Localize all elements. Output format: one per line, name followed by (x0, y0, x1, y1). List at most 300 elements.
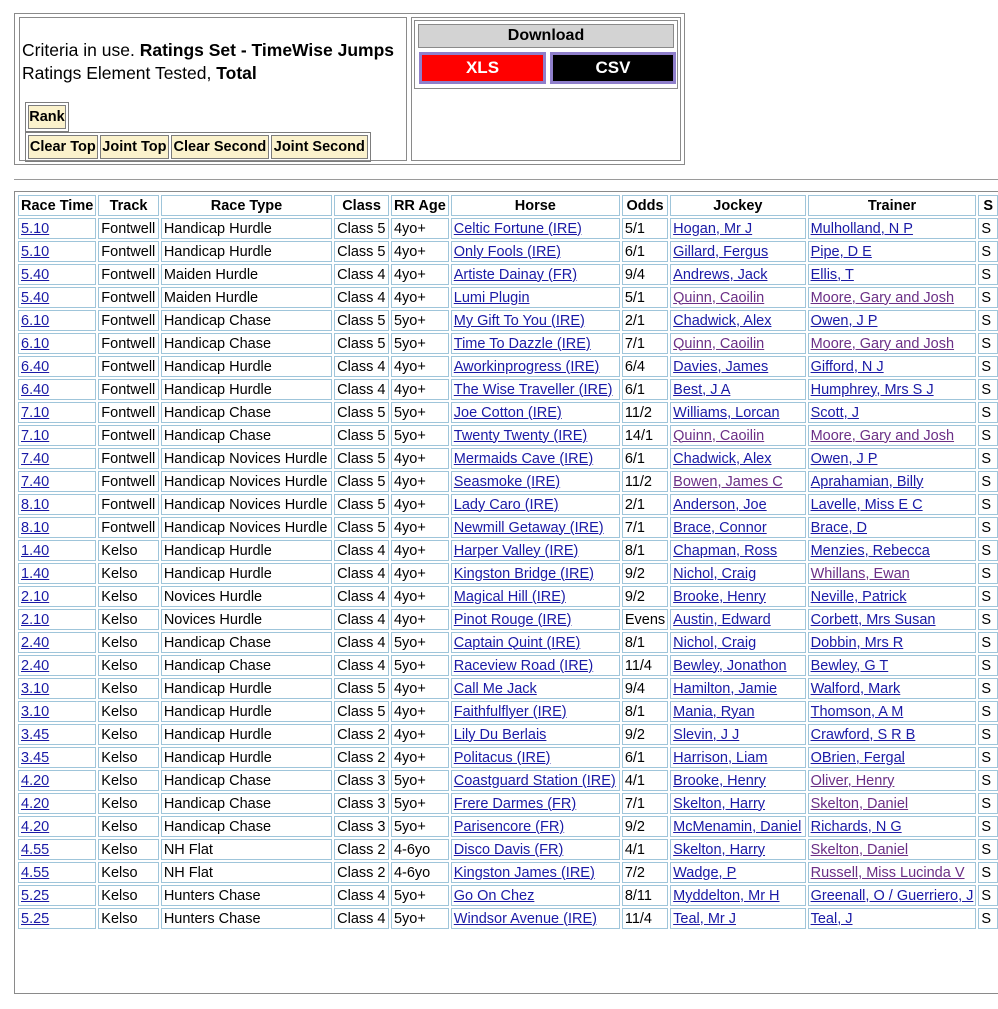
age-cell: 5yo+ (391, 793, 449, 814)
horse-link[interactable]: Seasmoke (IRE) (453, 473, 561, 490)
trainer-link[interactable]: Russell, Miss Lucinda V (810, 864, 965, 881)
jockey-link[interactable]: Bowen, James C (673, 473, 783, 490)
trainer-cell (808, 563, 977, 584)
age-cell: 4yo+ (391, 747, 449, 768)
horse-link[interactable]: Kingston James (IRE) (453, 864, 595, 881)
trainer-link[interactable]: Dobbin, Mrs R (810, 634, 904, 651)
race-time-link[interactable]: 3.45 (21, 749, 50, 766)
race-time-link[interactable]: 5.40 (21, 289, 50, 306)
race-time-link[interactable]: 3.45 (21, 726, 50, 743)
race-time-link[interactable]: 2.10 (21, 611, 50, 628)
trainer-link[interactable]: Skelton, Daniel (810, 795, 909, 812)
trainer-link[interactable]: Whillans, Ewan (810, 565, 910, 582)
odds-cell: 9/2 (622, 563, 668, 584)
age-cell: 5yo+ (391, 425, 449, 446)
header-rr-age[interactable]: RR Age (391, 195, 449, 216)
table-row (18, 885, 998, 906)
results-table-container (14, 191, 998, 994)
trainer-link[interactable]: Greenall, O / Guerriero, J (810, 887, 974, 904)
jockey-link[interactable]: Slevin, J J (673, 726, 740, 743)
horse-cell (451, 816, 620, 837)
header-trainer[interactable]: Trainer (808, 195, 977, 216)
extra-cell: S (978, 287, 998, 308)
age-cell: 4yo+ (391, 356, 449, 377)
race-time-link[interactable]: 7.10 (21, 427, 50, 444)
track-cell: Fontwell (98, 310, 159, 331)
race-time-link[interactable]: 5.25 (21, 887, 50, 904)
jockey-link[interactable]: Nichol, Craig (673, 565, 757, 582)
trainer-link[interactable]: Menzies, Rebecca (810, 542, 930, 559)
odds-cell: 5/1 (622, 218, 668, 239)
horse-link[interactable]: Harper Valley (IRE) (453, 542, 579, 559)
race-time-cell (18, 494, 96, 515)
odds-cell: 11/4 (622, 655, 668, 676)
horse-link[interactable]: Time To Dazzle (IRE) (453, 335, 591, 352)
trainer-cell (808, 448, 977, 469)
extra-cell: S (978, 540, 998, 561)
race-time-link[interactable]: 7.40 (21, 450, 50, 467)
age-cell: 5yo+ (391, 885, 449, 906)
jockey-cell (670, 908, 805, 929)
trainer-cell (808, 586, 977, 607)
jockey-link[interactable]: Austin, Edward (673, 611, 771, 628)
horse-link[interactable]: Pinot Rouge (IRE) (453, 611, 572, 628)
header-race-type[interactable]: Race Type (161, 195, 332, 216)
jockey-link[interactable]: Quinn, Caoilin (673, 335, 765, 352)
trainer-link[interactable]: Moore, Gary and Josh (810, 335, 955, 352)
jockey-link[interactable]: McMenamin, Daniel (673, 818, 802, 835)
track-cell: Kelso (98, 885, 159, 906)
race-time-cell (18, 379, 96, 400)
track-cell: Fontwell (98, 241, 159, 262)
horse-link[interactable]: Celtic Fortune (IRE) (453, 220, 582, 237)
trainer-link[interactable]: Pipe, D E (810, 243, 872, 260)
age-cell: 4yo+ (391, 586, 449, 607)
trainer-link[interactable]: Corbett, Mrs Susan (810, 611, 936, 628)
trainer-cell (808, 747, 977, 768)
header-class[interactable]: Class (334, 195, 389, 216)
horse-link[interactable]: Artiste Dainay (FR) (453, 266, 578, 283)
age-cell: 5yo+ (391, 310, 449, 331)
jockey-cell (670, 862, 805, 883)
jockey-cell (670, 517, 805, 538)
race-time-link[interactable]: 6.10 (21, 312, 50, 329)
race-type-cell: Novices Hurdle (161, 586, 332, 607)
jockey-link[interactable]: Gillard, Fergus (673, 243, 769, 260)
race-time-cell (18, 425, 96, 446)
table-row (18, 425, 998, 446)
class-cell: Class 2 (334, 724, 389, 745)
trainer-link[interactable]: Neville, Patrick (810, 588, 907, 605)
horse-link[interactable]: Politacus (IRE) (453, 749, 551, 766)
track-cell: Fontwell (98, 425, 159, 446)
trainer-link[interactable]: Bewley, G T (810, 657, 889, 674)
odds-cell: Evens (622, 609, 668, 630)
clear-top-button[interactable]: Clear Top (28, 135, 98, 159)
trainer-cell (808, 379, 977, 400)
horse-link[interactable]: Coastguard Station (IRE) (453, 772, 616, 789)
class-cell: Class 4 (334, 563, 389, 584)
race-time-link[interactable]: 2.40 (21, 657, 50, 674)
trainer-link[interactable]: Thomson, A M (810, 703, 904, 720)
track-cell: Kelso (98, 678, 159, 699)
table-row (18, 816, 998, 837)
class-cell: Class 5 (334, 678, 389, 699)
race-type-cell: NH Flat (161, 839, 332, 860)
table-row (18, 287, 998, 308)
trainer-cell (808, 425, 977, 446)
header-race-time[interactable]: Race Time (18, 195, 96, 216)
race-time-link[interactable]: 7.10 (21, 404, 50, 421)
race-time-cell (18, 862, 96, 883)
trainer-link[interactable]: Owen, J P (810, 312, 878, 329)
age-cell: 5yo+ (391, 908, 449, 929)
odds-cell: 7/2 (622, 862, 668, 883)
race-time-link[interactable]: 3.10 (21, 680, 50, 697)
jockey-cell (670, 494, 805, 515)
header-track[interactable]: Track (98, 195, 159, 216)
race-time-cell (18, 885, 96, 906)
horse-link[interactable]: Magical Hill (IRE) (453, 588, 566, 605)
race-time-cell (18, 333, 96, 354)
table-row (18, 241, 998, 262)
trainer-cell (808, 816, 977, 837)
track-cell: Kelso (98, 839, 159, 860)
jockey-link[interactable]: Hogan, Mr J (673, 220, 753, 237)
trainer-link[interactable]: Brace, D (810, 519, 868, 536)
jockey-link[interactable]: Bewley, Jonathon (673, 657, 787, 674)
trainer-link[interactable]: Humphrey, Mrs S J (810, 381, 934, 398)
horse-link[interactable]: Windsor Avenue (IRE) (453, 910, 597, 927)
table-row (18, 356, 998, 377)
jockey-link[interactable]: Brooke, Henry (673, 772, 766, 789)
trainer-link[interactable]: Moore, Gary and Josh (810, 427, 955, 444)
race-time-cell (18, 218, 96, 239)
criteria-panel (14, 13, 685, 165)
race-type-cell: Handicap Hurdle (161, 218, 332, 239)
trainer-link[interactable]: Richards, N G (810, 818, 902, 835)
age-cell: 4yo+ (391, 517, 449, 538)
trainer-link[interactable]: Mulholland, N P (810, 220, 913, 237)
trainer-cell (808, 402, 977, 423)
table-row (18, 701, 998, 722)
trainer-cell (808, 862, 977, 883)
class-cell: Class 4 (334, 540, 389, 561)
jockey-cell (670, 540, 805, 561)
ratings-set-name: Ratings Set - TimeWise Jumps (139, 40, 395, 60)
jockey-link[interactable]: Skelton, Harry (673, 841, 766, 858)
horse-cell (451, 241, 620, 262)
class-cell: Class 5 (334, 471, 389, 492)
trainer-cell (808, 770, 977, 791)
age-cell: 4-6yo (391, 839, 449, 860)
class-cell: Class 3 (334, 770, 389, 791)
jockey-link[interactable]: Myddelton, Mr H (673, 887, 780, 904)
extra-cell: S (978, 839, 998, 860)
extra-cell: S (978, 356, 998, 377)
race-time-link[interactable]: 5.25 (21, 910, 50, 927)
extra-cell: S (978, 379, 998, 400)
jockey-link[interactable]: Davies, James (673, 358, 769, 375)
jockey-link[interactable]: Williams, Lorcan (673, 404, 780, 421)
jockey-cell (670, 287, 805, 308)
race-time-link[interactable]: 2.40 (21, 634, 50, 651)
class-cell: Class 2 (334, 862, 389, 883)
race-time-link[interactable]: 4.55 (21, 864, 50, 881)
trainer-link[interactable]: Scott, J (810, 404, 859, 421)
age-cell: 4yo+ (391, 379, 449, 400)
race-time-link[interactable]: 6.40 (21, 358, 50, 375)
trainer-link[interactable]: Oliver, Henry (810, 772, 895, 789)
horse-link[interactable]: Lumi Plugin (453, 289, 530, 306)
horse-link[interactable]: Lady Caro (IRE) (453, 496, 559, 513)
race-type-cell: Hunters Chase (161, 885, 332, 906)
trainer-link[interactable]: Moore, Gary and Josh (810, 289, 955, 306)
race-type-cell: Handicap Hurdle (161, 356, 332, 377)
horse-cell (451, 517, 620, 538)
odds-cell: 8/1 (622, 701, 668, 722)
race-time-link[interactable]: 8.10 (21, 519, 50, 536)
race-type-cell: Maiden Hurdle (161, 287, 332, 308)
extra-cell: S (978, 678, 998, 699)
horse-cell (451, 655, 620, 676)
table-row (18, 586, 998, 607)
horse-link[interactable]: Parisencore (FR) (453, 818, 565, 835)
jockey-link[interactable]: Quinn, Caoilin (673, 427, 765, 444)
jockey-cell (670, 425, 805, 446)
track-cell: Kelso (98, 724, 159, 745)
trainer-link[interactable]: Teal, J (810, 910, 853, 927)
jockey-link[interactable]: Andrews, Jack (673, 266, 768, 283)
header-horse[interactable]: Horse (451, 195, 620, 216)
race-type-cell: Handicap Chase (161, 655, 332, 676)
extra-cell: S (978, 402, 998, 423)
age-cell: 4yo+ (391, 494, 449, 515)
race-type-cell: Handicap Hurdle (161, 701, 332, 722)
trainer-link[interactable]: OBrien, Fergal (810, 749, 905, 766)
trainer-cell (808, 241, 977, 262)
odds-cell: 9/2 (622, 724, 668, 745)
jockey-link[interactable]: Nichol, Craig (673, 634, 757, 651)
horse-cell (451, 264, 620, 285)
class-cell: Class 5 (334, 517, 389, 538)
class-cell: Class 5 (334, 494, 389, 515)
xls-download-button[interactable]: XLS (419, 52, 546, 84)
table-row (18, 471, 998, 492)
race-time-link[interactable]: 2.10 (21, 588, 50, 605)
trainer-link[interactable]: Aprahamian, Billy (810, 473, 924, 490)
race-time-link[interactable]: 6.10 (21, 335, 50, 352)
trainer-link[interactable]: Lavelle, Miss E C (810, 496, 923, 513)
age-cell: 4yo+ (391, 678, 449, 699)
trainer-cell (808, 724, 977, 745)
jockey-link[interactable]: Harrison, Liam (673, 749, 768, 766)
race-time-cell (18, 563, 96, 584)
jockey-cell (670, 724, 805, 745)
header-odds[interactable]: Odds (622, 195, 668, 216)
horse-cell (451, 839, 620, 860)
track-cell: Fontwell (98, 287, 159, 308)
table-row (18, 839, 998, 860)
race-time-link[interactable]: 5.10 (21, 220, 50, 237)
track-cell: Kelso (98, 770, 159, 791)
jockey-cell (670, 310, 805, 331)
jockey-cell (670, 678, 805, 699)
horse-link[interactable]: The Wise Traveller (IRE) (453, 381, 613, 398)
race-time-link[interactable]: 4.20 (21, 772, 50, 789)
trainer-link[interactable]: Ellis, T (810, 266, 854, 283)
horse-link[interactable]: Frere Darmes (FR) (453, 795, 577, 812)
extra-cell: S (978, 448, 998, 469)
age-cell: 4yo+ (391, 540, 449, 561)
table-row (18, 609, 998, 630)
horse-link[interactable]: Joe Cotton (IRE) (453, 404, 562, 421)
race-time-cell (18, 448, 96, 469)
class-cell: Class 3 (334, 816, 389, 837)
jockey-link[interactable]: Chadwick, Alex (673, 312, 772, 329)
horse-link[interactable]: Raceview Road (IRE) (453, 657, 594, 674)
horse-cell (451, 356, 620, 377)
horse-cell (451, 448, 620, 469)
odds-cell: 11/2 (622, 402, 668, 423)
class-cell: Class 4 (334, 379, 389, 400)
race-time-cell (18, 724, 96, 745)
table-row (18, 402, 998, 423)
csv-download-button[interactable]: CSV (550, 52, 676, 84)
age-cell: 4yo+ (391, 287, 449, 308)
race-type-cell: Handicap Novices Hurdle (161, 494, 332, 515)
horse-link[interactable]: Kingston Bridge (IRE) (453, 565, 594, 582)
race-time-link[interactable]: 4.20 (21, 818, 50, 835)
header-jockey[interactable]: Jockey (670, 195, 805, 216)
jockey-link[interactable]: Chapman, Ross (673, 542, 778, 559)
odds-cell: 7/1 (622, 333, 668, 354)
jockey-link[interactable]: Teal, Mr J (673, 910, 736, 927)
clear-second-button[interactable]: Clear Second (171, 135, 268, 159)
table-row (18, 333, 998, 354)
horse-link[interactable]: Captain Quint (IRE) (453, 634, 581, 651)
race-type-cell: Handicap Hurdle (161, 540, 332, 561)
trainer-link[interactable]: Skelton, Daniel (810, 841, 909, 858)
age-cell: 4yo+ (391, 563, 449, 584)
jockey-link[interactable]: Chadwick, Alex (673, 450, 772, 467)
odds-cell: 11/2 (622, 471, 668, 492)
race-type-cell: Handicap Chase (161, 310, 332, 331)
jockey-link[interactable]: Brace, Connor (673, 519, 767, 536)
trainer-link[interactable]: Walford, Mark (810, 680, 901, 697)
table-row (18, 563, 998, 584)
odds-cell: 6/1 (622, 241, 668, 262)
jockey-link[interactable]: Anderson, Joe (673, 496, 767, 513)
jockey-link[interactable]: Hamilton, Jamie (673, 680, 778, 697)
race-time-link[interactable]: 5.10 (21, 243, 50, 260)
jockey-link[interactable]: Best, J A (673, 381, 731, 398)
horse-link[interactable]: Disco Davis (FR) (453, 841, 564, 858)
class-cell: Class 4 (334, 632, 389, 653)
race-time-cell (18, 655, 96, 676)
race-time-link[interactable]: 1.40 (21, 542, 50, 559)
jockey-cell (670, 885, 805, 906)
joint-top-button[interactable]: Joint Top (100, 135, 170, 159)
race-time-link[interactable]: 4.55 (21, 841, 50, 858)
class-cell: Class 5 (334, 310, 389, 331)
race-time-cell (18, 747, 96, 768)
rank-button[interactable]: Rank (28, 105, 66, 129)
jockey-link[interactable]: Mania, Ryan (673, 703, 755, 720)
table-row (18, 218, 998, 239)
age-cell: 5yo+ (391, 770, 449, 791)
trainer-cell (808, 310, 977, 331)
class-cell: Class 5 (334, 402, 389, 423)
race-time-link[interactable]: 7.40 (21, 473, 50, 490)
race-time-link[interactable]: 4.20 (21, 795, 50, 812)
race-time-link[interactable]: 1.40 (21, 565, 50, 582)
race-time-cell (18, 264, 96, 285)
criteria-cell (19, 17, 407, 161)
odds-cell: 9/2 (622, 586, 668, 607)
horse-cell (451, 793, 620, 814)
race-time-link[interactable]: 5.40 (21, 266, 50, 283)
age-cell: 5yo+ (391, 816, 449, 837)
header-extra[interactable]: S (978, 195, 998, 216)
horse-link[interactable]: Only Fools (IRE) (453, 243, 561, 260)
criteria-line-1 (22, 40, 394, 61)
horse-cell (451, 563, 620, 584)
race-type-cell: Novices Hurdle (161, 609, 332, 630)
jockey-cell (670, 632, 805, 653)
race-time-link[interactable]: 3.10 (21, 703, 50, 720)
horse-link[interactable]: Faithfulflyer (IRE) (453, 703, 567, 720)
track-cell: Fontwell (98, 517, 159, 538)
trainer-link[interactable]: Gifford, N J (810, 358, 884, 375)
class-cell: Class 2 (334, 839, 389, 860)
jockey-link[interactable]: Skelton, Harry (673, 795, 766, 812)
jockey-link[interactable]: Wadge, P (673, 864, 737, 881)
track-cell: Kelso (98, 793, 159, 814)
horse-link[interactable]: Mermaids Cave (IRE) (453, 450, 594, 467)
jockey-cell (670, 241, 805, 262)
race-time-link[interactable]: 8.10 (21, 496, 50, 513)
horse-link[interactable]: Twenty Twenty (IRE) (453, 427, 588, 444)
horse-link[interactable]: My Gift To You (IRE) (453, 312, 585, 329)
jockey-link[interactable]: Brooke, Henry (673, 588, 766, 605)
horse-link[interactable]: Call Me Jack (453, 680, 537, 697)
extra-cell: S (978, 517, 998, 538)
extra-cell: S (978, 425, 998, 446)
odds-cell: 7/1 (622, 517, 668, 538)
horse-link[interactable]: Newmill Getaway (IRE) (453, 519, 604, 536)
horse-cell (451, 885, 620, 906)
race-time-cell (18, 816, 96, 837)
trainer-link[interactable]: Crawford, S R B (810, 726, 916, 743)
jockey-cell (670, 356, 805, 377)
ratings-element-name: Total (216, 63, 257, 83)
horse-cell (451, 862, 620, 883)
horse-cell (451, 287, 620, 308)
track-cell: Kelso (98, 540, 159, 561)
race-time-link[interactable]: 6.40 (21, 381, 50, 398)
criteria-line-2 (22, 63, 257, 84)
horse-link[interactable]: Lily Du Berlais (453, 726, 547, 743)
joint-second-button[interactable]: Joint Second (271, 135, 368, 159)
jockey-cell (670, 793, 805, 814)
horse-link[interactable]: Go On Chez (453, 887, 535, 904)
trainer-link[interactable]: Owen, J P (810, 450, 878, 467)
horse-link[interactable]: Aworkinprogress (IRE) (453, 358, 600, 375)
race-time-cell (18, 540, 96, 561)
race-type-cell: Hunters Chase (161, 908, 332, 929)
jockey-link[interactable]: Quinn, Caoilin (673, 289, 765, 306)
